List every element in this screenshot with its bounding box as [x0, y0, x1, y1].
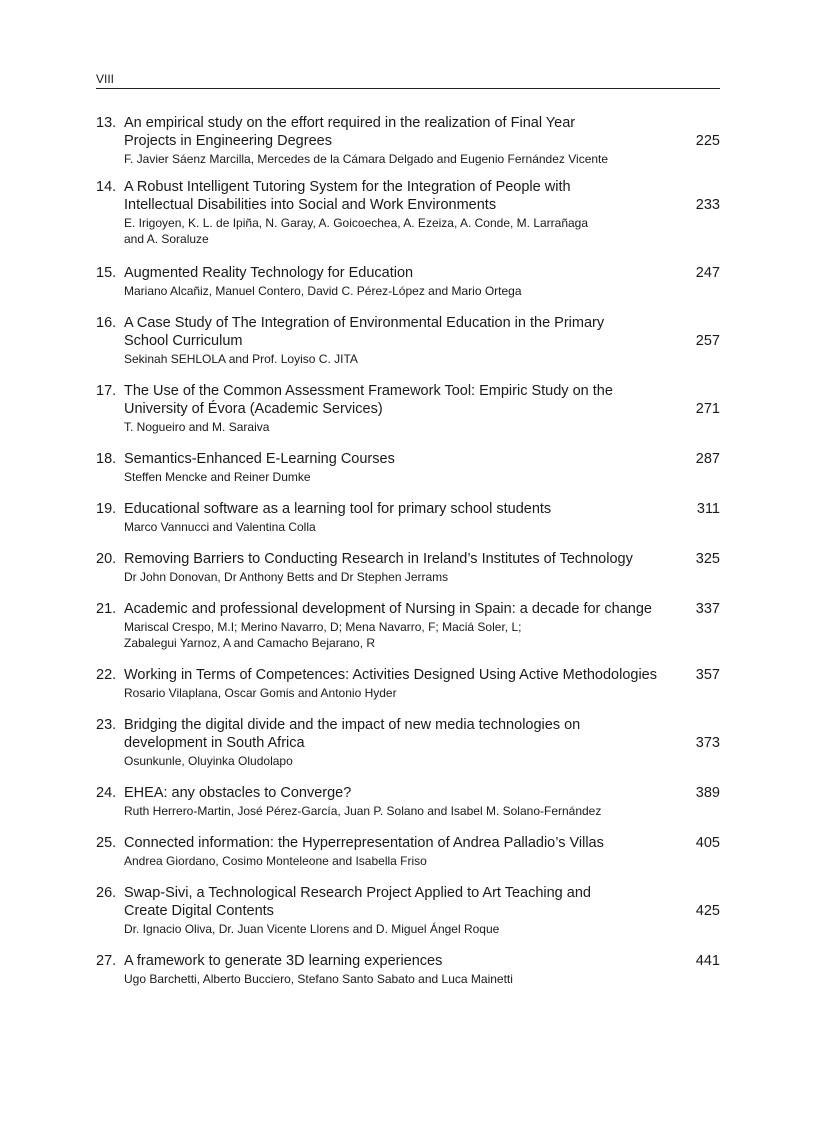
- page-header: [96, 70, 720, 89]
- chapter-title[interactable]: Working in Terms of Competences: Activities Designed Using Active Methodologies: [124, 667, 657, 683]
- chapter-authors: Mariscal Crespo, M.I; Merino Navarro, D; Mena Navarro, F; Maciá Soler, L; Zabalegui Yarnoz, A and Camacho Bejarano, R: [124, 620, 522, 650]
- chapter-number: 17.: [96, 383, 117, 399]
- entry-body: [124, 264, 680, 299]
- chapter-authors: Rosario Vilaplana, Oscar Gomis and Antonio Hyder: [124, 686, 397, 700]
- chapter-number: 15.: [96, 265, 117, 281]
- chapter-authors: Andrea Giordano, Cosimo Monteleone and Isabella Friso: [124, 854, 427, 868]
- entry-body: [124, 114, 680, 167]
- toc-entry[interactable]: [96, 314, 720, 367]
- page-reference[interactable]: 389: [695, 785, 720, 801]
- page-number: VIII: [96, 72, 115, 86]
- entry-body: [124, 952, 680, 987]
- toc-entry[interactable]: [96, 834, 720, 869]
- entry-body: [124, 382, 680, 435]
- chapter-authors: T. Nogueiro and M. Saraiva: [124, 420, 270, 434]
- toc-entry[interactable]: [96, 666, 720, 701]
- chapter-title[interactable]: A Robust Intelligent Tutoring System for the Integration of People with Intellectual Disabilities into Social and Work Environments: [124, 179, 571, 213]
- toc-entry[interactable]: [96, 264, 720, 299]
- toc-entry[interactable]: [96, 178, 720, 247]
- entry-body: [124, 314, 680, 367]
- chapter-authors: Ugo Barchetti, Alberto Bucciero, Stefano Santo Sabato and Luca Mainetti: [124, 972, 513, 986]
- page-reference[interactable]: 405: [695, 835, 720, 851]
- chapter-authors: F. Javier Sáenz Marcilla, Mercedes de la Cámara Delgado and Eugenio Fernández Vicente: [124, 152, 609, 166]
- entry-body: [124, 784, 680, 819]
- entry-body: [124, 834, 680, 869]
- entry-body: [124, 178, 680, 247]
- chapter-number: 23.: [96, 717, 117, 733]
- chapter-number: 27.: [96, 953, 117, 969]
- chapter-title[interactable]: Swap-Sivi, a Technological Research Project Applied to Art Teaching and Create Digital Contents: [124, 885, 591, 919]
- toc-entry[interactable]: [96, 952, 720, 987]
- chapter-title[interactable]: The Use of the Common Assessment Framework Tool: Empiric Study on the University of Évora (Academic Services): [124, 383, 613, 417]
- chapter-number: 20.: [96, 551, 117, 567]
- chapter-authors: Sekinah SEHLOLA and Prof. Loyiso C. JITA: [124, 352, 358, 366]
- chapter-number: 24.: [96, 785, 117, 801]
- entry-body: [124, 500, 680, 535]
- page-reference[interactable]: 373: [695, 735, 720, 751]
- page-reference[interactable]: 247: [695, 265, 720, 281]
- chapter-title[interactable]: Connected information: the Hyperrepresentation of Andrea Palladio’s Villas: [124, 835, 604, 851]
- entry-body: [124, 550, 680, 585]
- page-reference[interactable]: 233: [695, 197, 720, 213]
- toc-entry[interactable]: [96, 716, 720, 769]
- chapter-authors: Marco Vannucci and Valentina Colla: [124, 520, 316, 534]
- entry-body: [124, 666, 680, 701]
- chapter-title[interactable]: Augmented Reality Technology for Education: [124, 265, 414, 281]
- entry-body: [124, 884, 680, 937]
- toc-entry[interactable]: [96, 114, 720, 167]
- chapter-title[interactable]: A framework to generate 3D learning experiences: [124, 953, 443, 969]
- page-reference[interactable]: 441: [695, 953, 720, 969]
- chapter-number: 26.: [96, 885, 117, 901]
- chapter-number: 16.: [96, 315, 117, 331]
- chapter-title[interactable]: Semantics-Enhanced E-Learning Courses: [124, 451, 395, 467]
- chapter-number: 21.: [96, 601, 117, 617]
- page-reference[interactable]: 271: [695, 401, 720, 417]
- entry-body: [124, 716, 680, 769]
- page-reference[interactable]: 225: [695, 133, 720, 149]
- toc-entry[interactable]: [96, 884, 720, 937]
- chapter-authors: Osunkunle, Oluyinka Oludolapo: [124, 754, 293, 768]
- chapter-title[interactable]: Educational software as a learning tool for primary school students: [124, 501, 552, 517]
- entry-body: [124, 600, 680, 651]
- page-reference[interactable]: 311: [696, 501, 720, 517]
- toc-entry[interactable]: [96, 784, 720, 819]
- toc-entry[interactable]: [96, 600, 720, 651]
- page-reference[interactable]: 325: [695, 551, 720, 567]
- chapter-authors: Mariano Alcañiz, Manuel Contero, David C. Pérez-López and Mario Ortega: [124, 284, 522, 298]
- page-reference[interactable]: 425: [695, 903, 720, 919]
- chapter-authors: Dr John Donovan, Dr Anthony Betts and Dr Stephen Jerrams: [124, 570, 449, 584]
- chapter-title[interactable]: Academic and professional development of Nursing in Spain: a decade for change: [124, 601, 652, 617]
- chapter-number: 22.: [96, 667, 117, 683]
- chapter-number: 19.: [96, 501, 117, 517]
- toc-entry[interactable]: [96, 450, 720, 485]
- page-reference[interactable]: 287: [695, 451, 720, 467]
- toc-entry[interactable]: [96, 382, 720, 435]
- chapter-number: 13.: [96, 115, 117, 131]
- chapter-title[interactable]: EHEA: any obstacles to Converge?: [124, 785, 352, 801]
- chapter-title[interactable]: Removing Barriers to Conducting Research in Ireland’s Institutes of Technology: [124, 551, 633, 567]
- chapter-number: 25.: [96, 835, 117, 851]
- toc-entry[interactable]: [96, 550, 720, 585]
- chapter-authors: E. Irigoyen, K. L. de Ipiña, N. Garay, A. Goicoechea, A. Ezeiza, A. Conde, M. Larrañaga and A. Soraluze: [124, 216, 589, 246]
- chapter-authors: Steffen Mencke and Reiner Dumke: [124, 470, 311, 484]
- page-reference[interactable]: 337: [695, 601, 720, 617]
- entry-body: [124, 450, 680, 485]
- chapter-number: 18.: [96, 451, 117, 467]
- page-reference[interactable]: 357: [695, 667, 720, 683]
- chapter-title[interactable]: An empirical study on the effort required in the realization of Final Year Projects in Engineering Degrees: [124, 115, 576, 149]
- page-reference[interactable]: 257: [695, 333, 720, 349]
- chapter-authors: Ruth Herrero-Martin, José Pérez-García, Juan P. Solano and Isabel M. Solano-Fernández: [124, 804, 602, 818]
- chapter-number: 14.: [96, 179, 117, 195]
- chapter-title[interactable]: A Case Study of The Integration of Environmental Education in the Primary School Curriculum: [124, 315, 605, 349]
- toc-entry[interactable]: [96, 500, 720, 535]
- chapter-authors: Dr. Ignacio Oliva, Dr. Juan Vicente Llorens and D. Miguel Ángel Roque: [124, 922, 500, 936]
- chapter-title[interactable]: Bridging the digital divide and the impact of new media technologies on development in South Africa: [124, 717, 581, 751]
